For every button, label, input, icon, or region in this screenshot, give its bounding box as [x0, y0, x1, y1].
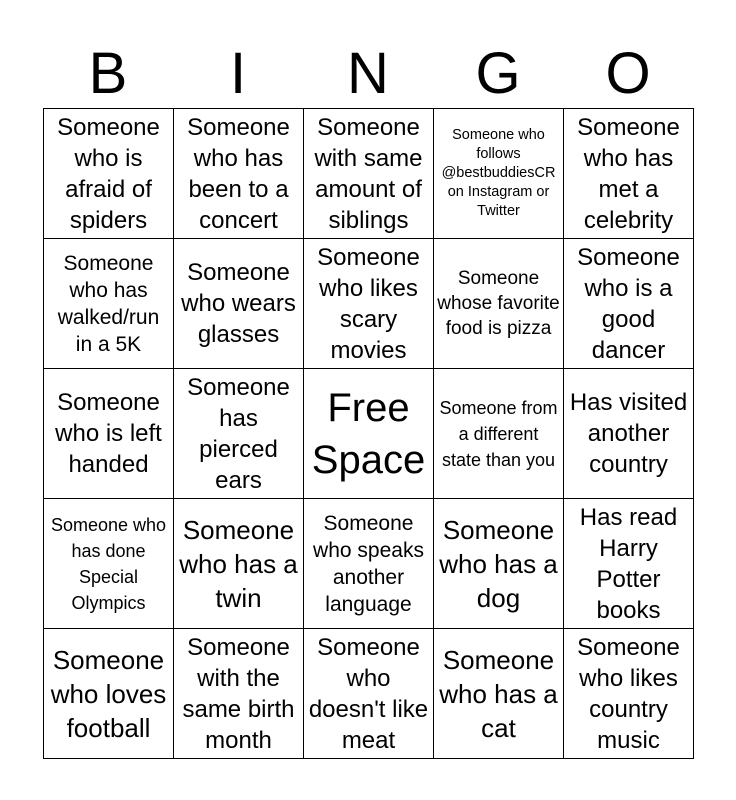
bingo-cell-b1[interactable]: Someone who is afraid of spiders — [44, 109, 174, 239]
header-letter-i: I — [229, 41, 247, 106]
header-letter-o: O — [605, 41, 651, 106]
bingo-card-grid — [43, 108, 694, 759]
bingo-cell-free-space[interactable]: Free Space — [304, 369, 434, 499]
bingo-cell-o3[interactable]: Has visited another country — [564, 369, 694, 499]
bingo-cell-i2[interactable]: Someone who wears glasses — [174, 239, 304, 369]
bingo-cell-g3[interactable]: Someone from a different state than you — [434, 369, 564, 499]
bingo-cell-i1[interactable]: Someone who has been to a concert — [174, 109, 304, 239]
header-letter-b: B — [88, 41, 128, 106]
bingo-cell-n2[interactable]: Someone who likes scary movies — [304, 239, 434, 369]
bingo-cell-g4[interactable]: Someone who has a dog — [434, 499, 564, 629]
bingo-cell-o1[interactable]: Someone who has met a celebrity — [564, 109, 694, 239]
header-letter-n: N — [347, 41, 389, 106]
bingo-cell-b5[interactable]: Someone who loves football — [44, 629, 174, 759]
bingo-header — [43, 40, 693, 108]
bingo-cell-g5[interactable]: Someone who has a cat — [434, 629, 564, 759]
bingo-cell-n5[interactable]: Someone who doesn't like meat — [304, 629, 434, 759]
bingo-cell-i4[interactable]: Someone who has a twin — [174, 499, 304, 629]
bingo-cell-g1[interactable]: Someone who follows @bestbuddiesCR on Instagram or Twitter — [434, 109, 564, 239]
header-letter-g: G — [475, 41, 521, 106]
bingo-cell-n4[interactable]: Someone who speaks another language — [304, 499, 434, 629]
bingo-cell-b4[interactable]: Someone who has done Special Olympics — [44, 499, 174, 629]
bingo-cell-b2[interactable]: Someone who has walked/run in a 5K — [44, 239, 174, 369]
bingo-cell-o4[interactable]: Has read Harry Potter books — [564, 499, 694, 629]
bingo-cell-g2[interactable]: Someone whose favorite food is pizza — [434, 239, 564, 369]
bingo-cell-b3[interactable]: Someone who is left handed — [44, 369, 174, 499]
bingo-cell-n1[interactable]: Someone with same amount of siblings — [304, 109, 434, 239]
bingo-cell-i3[interactable]: Someone has pierced ears — [174, 369, 304, 499]
bingo-cell-o5[interactable]: Someone who likes country music — [564, 629, 694, 759]
bingo-cell-o2[interactable]: Someone who is a good dancer — [564, 239, 694, 369]
bingo-cell-i5[interactable]: Someone with the same birth month — [174, 629, 304, 759]
